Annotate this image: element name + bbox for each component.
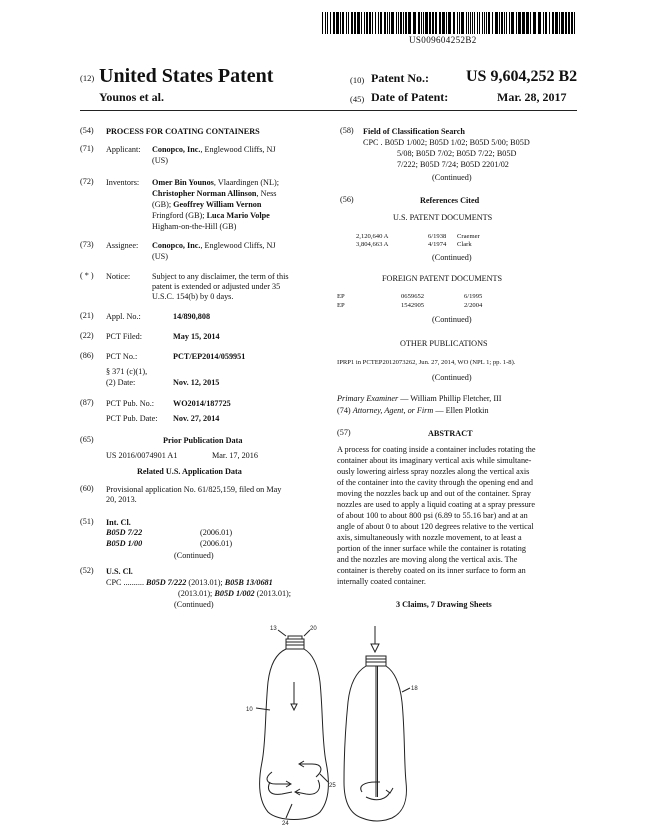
barcode-bar: [384, 12, 386, 34]
barcode-bar: [488, 12, 490, 34]
foreign-refs-continued: (Continued): [432, 315, 472, 324]
code-72: (72): [80, 177, 94, 186]
barcode-bar: [330, 12, 331, 34]
section-371-date-label: (2) Date:: [106, 378, 136, 387]
us-refs-continued: (Continued): [432, 253, 472, 262]
inventors-line-1: Omer Bin Younos, Vlaardingen (NL);: [152, 178, 279, 187]
section-371-date: Nov. 12, 2015: [173, 378, 220, 387]
barcode-bar: [522, 12, 525, 34]
patent-title: PROCESS FOR COATING CONTAINERS: [106, 127, 260, 136]
other-pub-1: IPRP1 in PCTEP2012073262, Jun. 27, 2014, WO (NPL 1; pp. 1-8).: [337, 359, 516, 366]
ref-2-name: Clark: [457, 241, 472, 248]
barcode-bar: [400, 12, 402, 34]
inventors-line-2: Christopher Norman Allinson, Ness: [152, 189, 277, 198]
code-22: (22): [80, 331, 94, 340]
barcode-bar: [472, 12, 473, 34]
applicant-label: Applicant:: [106, 145, 141, 154]
barcode-bar: [561, 12, 564, 34]
ref-1-number: 2,120,640 A: [356, 233, 389, 240]
applicant-country: (US): [152, 156, 168, 165]
barcode-bar: [509, 12, 510, 34]
barcode-bar: [396, 12, 397, 34]
patent-no-label: Patent No.:: [371, 71, 429, 85]
appl-no: 14/890,808: [173, 312, 211, 321]
barcode-number: US009604252B2: [409, 35, 477, 45]
field-search-line-2: 5/08; B05D 7/02; B05D 7/22; B05D: [397, 149, 517, 158]
label-10: 10: [246, 707, 253, 713]
header-rule: [80, 110, 577, 111]
us-patent-docs-heading: U.S. PATENT DOCUMENTS: [393, 213, 493, 222]
inventors-line-5: Higham-on-the-Hill (GB): [152, 222, 237, 231]
ref-2-date: 4/1974: [428, 241, 447, 248]
attorney: (74) Attorney, Agent, or Firm — Ellen Plotkin: [337, 406, 489, 415]
pct-no: PCT/EP2014/059951: [173, 352, 246, 361]
abstract-line: nozzles are used to apply a liquid coating at a spray pressure: [337, 500, 536, 509]
barcode-bar: [351, 12, 353, 34]
barcode-bar: [413, 12, 416, 34]
claims-summary: 3 Claims, 7 Drawing Sheets: [396, 600, 492, 609]
foreign-2-country: EP: [337, 302, 345, 309]
ref-1-date: 6/1938: [428, 233, 447, 240]
barcode-bar: [336, 12, 339, 34]
barcode-bar: [425, 12, 428, 34]
code-56: (56): [340, 195, 354, 204]
leader-25: [320, 774, 328, 782]
field-search-continued: (Continued): [432, 173, 472, 182]
barcode-bar: [418, 12, 420, 34]
abstract-line: ously lowering airless spray nozzles along the vertical axis: [337, 467, 530, 476]
barcode-bar: [403, 12, 404, 34]
barcode-bar: [372, 12, 373, 34]
provisional-line-1: Provisional application No. 61/825,159, filed on May: [106, 485, 282, 494]
barcode-bar: [466, 12, 467, 34]
foreign-2-number: 1542905: [401, 302, 425, 309]
barcode-bar: [574, 12, 575, 34]
code-notice: ( * ): [80, 271, 94, 280]
barcode-bar: [405, 12, 407, 34]
abstract-line: A process for coating inside a container includes rotating the: [337, 445, 536, 454]
barcode-bar: [511, 12, 514, 34]
barcode-bar: [565, 12, 567, 34]
barcode-bar: [348, 12, 349, 34]
barcode-bar: [387, 12, 388, 34]
abstract-line: axis, simultaneously with nozzle movement, to at least a: [337, 533, 522, 542]
code-58: (58): [340, 126, 354, 135]
patent-date: Mar. 28, 2017: [497, 90, 567, 104]
assignee-label: Assignee:: [106, 241, 139, 250]
barcode-bar: [516, 12, 517, 34]
date-label: Date of Patent:: [371, 90, 449, 104]
barcode-bar: [364, 12, 365, 34]
barcode-bar: [398, 12, 399, 34]
foreign-1-date: 6/1995: [464, 293, 483, 300]
code-21: (21): [80, 311, 94, 320]
us-cl-line-2: (2013.01); B05D 1/002 (2013.01);: [178, 589, 292, 598]
barcode-bar: [435, 12, 437, 34]
abstract-line: of the container into the cavity through the opening end and: [337, 478, 533, 487]
barcode-bar: [346, 12, 347, 34]
leader-10: [256, 708, 270, 710]
barcode-bar: [504, 12, 505, 34]
barcode-bar: [479, 12, 480, 34]
barcode-bar: [568, 12, 570, 34]
barcode-bar: [327, 12, 328, 34]
ref-2-number: 3,804,663 A: [356, 241, 389, 248]
barcode-bar: [533, 12, 536, 34]
leader-13: [278, 630, 286, 636]
primary-examiner: Primary Examiner — William Phillip Fletcher, III: [337, 394, 502, 403]
barcode-bar: [530, 12, 531, 34]
barcode-bar: [342, 12, 344, 34]
int-cl-2-date: (2006.01): [200, 539, 233, 548]
prior-pub-date: Mar. 17, 2016: [212, 451, 258, 460]
barcode-bar: [448, 12, 451, 34]
provisional-line-2: 20, 2013.: [106, 495, 137, 504]
barcode-bar: [432, 12, 434, 34]
ref-1-name: Craemer: [457, 233, 480, 240]
code-51: (51): [80, 517, 94, 526]
field-search-heading: Field of Classification Search: [363, 127, 465, 136]
leader-18: [402, 688, 410, 692]
abstract-line: container is thereby coated on its inner surface to form an: [337, 566, 526, 575]
code-60: (60): [80, 484, 94, 493]
barcode-bar: [482, 12, 483, 34]
document-type: United States Patent: [99, 65, 274, 87]
barcode-bar: [495, 12, 498, 34]
barcode-bar: [366, 12, 368, 34]
assignee-location: , Englewood Cliffs, NJ: [200, 241, 276, 250]
barcode-bar: [421, 12, 422, 34]
field-search-line-3: 7/222; B05D 7/24; B05D 2201/02: [397, 160, 509, 169]
pct-pub-date: Nov. 27, 2014: [173, 414, 220, 423]
barcode-bar: [501, 12, 503, 34]
inventor-short: Younos et al.: [99, 90, 165, 104]
barcode-bar: [526, 12, 529, 34]
us-cl-continued: (Continued): [174, 600, 214, 609]
label-24: 24: [282, 821, 289, 827]
abstract-line: of about 100 to about 800 psi (6.89 to 55.16 bar) and at an: [337, 511, 528, 520]
barcode-bar: [543, 12, 544, 34]
barcode-bar: [378, 12, 379, 34]
barcode-bar: [357, 12, 360, 34]
barcode-bar: [492, 12, 493, 34]
applicant-location: , Englewood Cliffs, NJ: [200, 145, 276, 154]
pct-pub-no-label: PCT Pub. No.:: [106, 399, 155, 408]
abstract-line: angle of about 0 to about 120 degrees relative to the vertical: [337, 522, 534, 531]
int-cl-continued: (Continued): [174, 551, 214, 560]
barcode-bar: [555, 12, 558, 34]
code-71: (71): [80, 144, 94, 153]
inventors-label: Inventors:: [106, 178, 140, 187]
barcode-bar: [506, 12, 507, 34]
label-13: 13: [270, 626, 277, 632]
abstract-line: container about its imaginary vertical axis while simultane-: [337, 456, 532, 465]
pct-no-label: PCT No.:: [106, 352, 138, 361]
code-86: (86): [80, 351, 94, 360]
int-cl-1-date: (2006.01): [200, 528, 233, 537]
barcode-bar: [408, 12, 411, 34]
patent-number: US 9,604,252 B2: [466, 68, 578, 85]
barcode-bar: [545, 12, 547, 34]
barcode-bar: [457, 12, 458, 34]
barcode-bar: [470, 12, 471, 34]
pct-pub-no: WO2014/187725: [173, 399, 231, 408]
barcode-bar: [571, 12, 573, 34]
code-10: (10): [350, 75, 365, 85]
abstract-heading: ABSTRACT: [428, 429, 473, 438]
barcode-bar: [389, 12, 390, 34]
notice-label: Notice:: [106, 272, 131, 281]
barcode-bar: [453, 12, 455, 34]
barcode-bar: [325, 12, 326, 34]
assignee-country: (US): [152, 252, 168, 261]
applicant-name: Conopco, Inc.: [152, 145, 201, 154]
container-left: [260, 636, 329, 820]
barcode-bar: [474, 12, 475, 34]
foreign-1-country: EP: [337, 293, 345, 300]
barcode-bar: [484, 12, 485, 34]
section-371: § 371 (c)(1),: [106, 367, 148, 376]
applicant: [152, 144, 276, 155]
code-65: (65): [80, 435, 94, 444]
references-heading: References Cited: [420, 196, 480, 205]
barcode-bar: [380, 12, 382, 34]
barcode-bar: [477, 12, 478, 34]
drawing-labels: [246, 626, 418, 827]
barcode-bar: [369, 12, 371, 34]
abstract-line: and the nozzles are moving along the vertical axis. The: [337, 555, 518, 564]
prior-pub-heading: Prior Publication Data: [163, 436, 243, 445]
barcode-bar: [461, 12, 464, 34]
barcode-bar: [559, 12, 560, 34]
code-12: (12): [80, 73, 95, 83]
barcode-bar: [499, 12, 500, 34]
field-search-line-1: CPC . B05D 1/002; B05D 1/02; B05D 5/00; B05D: [363, 138, 530, 147]
label-18: 18: [411, 686, 418, 692]
code-45: (45): [350, 94, 365, 104]
barcode-bar: [361, 12, 362, 34]
barcode-bar: [322, 12, 323, 34]
int-cl-2: B05D 1/00: [106, 539, 143, 548]
barcode-bar: [552, 12, 554, 34]
foreign-2-date: 2/2004: [464, 302, 483, 309]
barcode-bar: [354, 12, 356, 34]
barcode-bar: [375, 12, 376, 34]
container-right: [344, 626, 406, 821]
us-cl-label: U.S. Cl.: [106, 567, 133, 576]
inventors-line-3: (GB); Geoffrey William Vernon: [152, 200, 262, 209]
pct-filed-label: PCT Filed:: [106, 332, 143, 341]
barcode-bar: [391, 12, 394, 34]
prior-pub-number: US 2016/0074901 A1: [106, 451, 178, 460]
abstract-line: portion of the inner surface while the container is rotating: [337, 544, 526, 553]
inventors-line-4: Fringford (GB); Luca Mario Volpe: [152, 211, 270, 220]
barcode-bar: [429, 12, 431, 34]
barcode-bar: [538, 12, 541, 34]
us-cl-line-1: CPC .......... B05D 7/222 (2013.01); B05B 13/0681: [106, 578, 273, 587]
leader-24: [286, 804, 292, 818]
other-pubs-heading: OTHER PUBLICATIONS: [400, 339, 488, 348]
barcode-bar: [486, 12, 487, 34]
barcode-bar: [549, 12, 550, 34]
int-cl-1: B05D 7/22: [106, 528, 143, 537]
barcode: [322, 12, 576, 34]
code-73: (73): [80, 240, 94, 249]
related-heading: Related U.S. Application Data: [137, 467, 242, 476]
notice-line-1: Subject to any disclaimer, the term of this: [152, 272, 289, 281]
assignee: [152, 240, 276, 251]
barcode-bar: [333, 12, 335, 34]
notice-line-3: U.S.C. 154(b) by 0 days.: [152, 292, 234, 301]
foreign-docs-heading: FOREIGN PATENT DOCUMENTS: [382, 274, 503, 283]
barcode-bar: [442, 12, 445, 34]
abstract-body: [337, 444, 577, 587]
barcode-bar: [459, 12, 460, 34]
barcode-bar: [439, 12, 441, 34]
assignee-name: Conopco, Inc.: [152, 241, 201, 250]
code-57: (57): [337, 428, 351, 437]
code-87: (87): [80, 398, 94, 407]
label-20: 20: [310, 626, 317, 632]
notice-line-2: patent is extended or adjusted under 35: [152, 282, 281, 291]
barcode-bar: [340, 12, 341, 34]
code-52: (52): [80, 566, 94, 575]
patent-drawing: [230, 622, 430, 828]
other-pubs-continued: (Continued): [432, 373, 472, 382]
label-25: 25: [329, 783, 336, 789]
appl-no-label: Appl. No.:: [106, 312, 141, 321]
barcode-bar: [446, 12, 447, 34]
barcode-bar: [423, 12, 424, 34]
abstract-line: internally coated container.: [337, 577, 426, 586]
foreign-1-number: 0659652: [401, 293, 425, 300]
pct-pub-date-label: PCT Pub. Date:: [106, 414, 158, 423]
int-cl-label: Int. Cl.: [106, 518, 131, 527]
barcode-bar: [468, 12, 469, 34]
code-54: (54): [80, 126, 94, 135]
barcode-bar: [518, 12, 521, 34]
abstract-line: moving the nozzles back up and out of the container. Spray: [337, 489, 531, 498]
pct-filed: May 15, 2014: [173, 332, 220, 341]
